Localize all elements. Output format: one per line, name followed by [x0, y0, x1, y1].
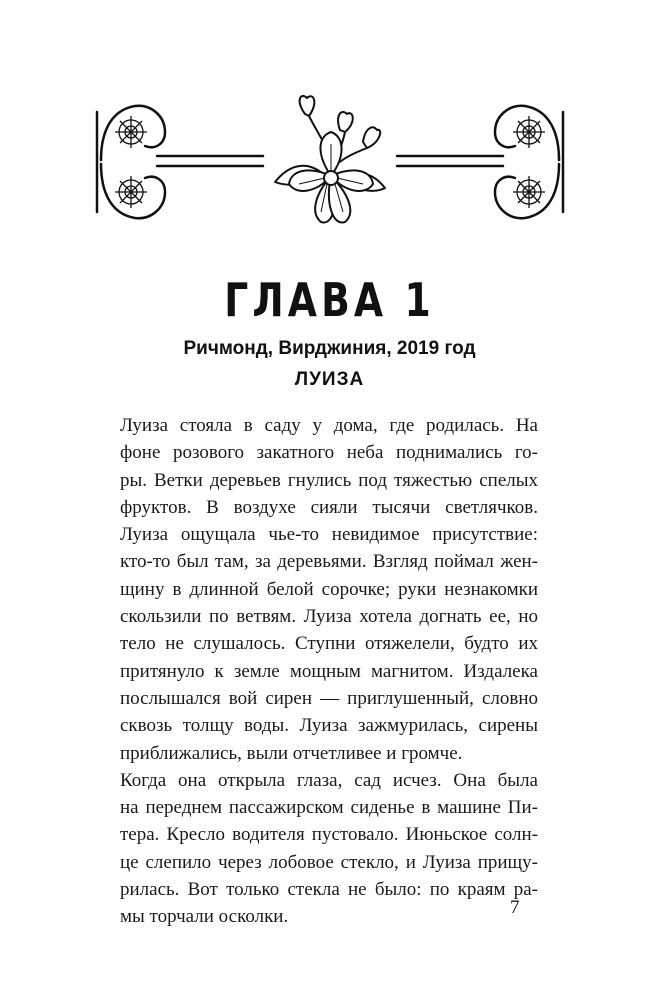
- text-line: на переднем пассажирском сиденье в машине Пи-: [120, 797, 538, 819]
- text-line: фруктов. В воздухе сияли тысячи светлячков.: [120, 496, 538, 518]
- chapter-place-date: Ричмонд, Вирджиния, 2019 год: [183, 338, 476, 359]
- text-line: сквозь толщу воды. Луиза зажмурилась, сирены: [120, 715, 538, 737]
- text-line: Когда она открыла глаза, сад исчез. Она была: [120, 769, 538, 791]
- text-line: мы торчали осколки.: [120, 906, 289, 928]
- text-line: рилась. Вот только стекла не было: по краям ра-: [120, 879, 538, 901]
- text-line: ры. Ветки деревьев гнулись под тяжестью спелых: [120, 469, 538, 491]
- chapter-title: ГЛАВА 1: [224, 273, 435, 327]
- text-line: фоне розового закатного неба поднимались го-: [120, 442, 538, 464]
- paragraph: [120, 767, 538, 931]
- chapter-pov-name: ЛУИЗА: [294, 369, 365, 390]
- paragraph: [120, 412, 538, 767]
- text-line: Луиза ощущала чье-то невидимое присутствие:: [120, 524, 538, 546]
- text-line: притянуло к земле мощным магнитом. Издалека: [120, 660, 538, 682]
- text-line: Луиза стояла в саду у дома, где родилась. На: [120, 415, 538, 436]
- text-line: послышался вой сирен — приглушенный, словно: [120, 687, 538, 709]
- chapter-ornament: [95, 92, 565, 232]
- text-line: кто-то был там, за деревьями. Взгляд поймал жен-: [120, 551, 538, 573]
- text-line: приближались, выли отчетливее и громче.: [120, 742, 463, 764]
- text-line: щину в длинной белой сорочке; руки незнакомки: [120, 578, 538, 600]
- text-line: це слепило через лобовое стекло, и Луиза прищу-: [120, 851, 538, 873]
- text-line: скользили по ветвям. Луиза хотела догнать ее, но: [120, 606, 538, 628]
- page-number: 7: [510, 897, 520, 918]
- text-line: тера. Кресло водителя пустовало. Июньское солн-: [120, 824, 538, 846]
- chapter-body: [120, 412, 538, 931]
- text-line: тело не слушалось. Ступни отяжелели, будто их: [120, 633, 538, 655]
